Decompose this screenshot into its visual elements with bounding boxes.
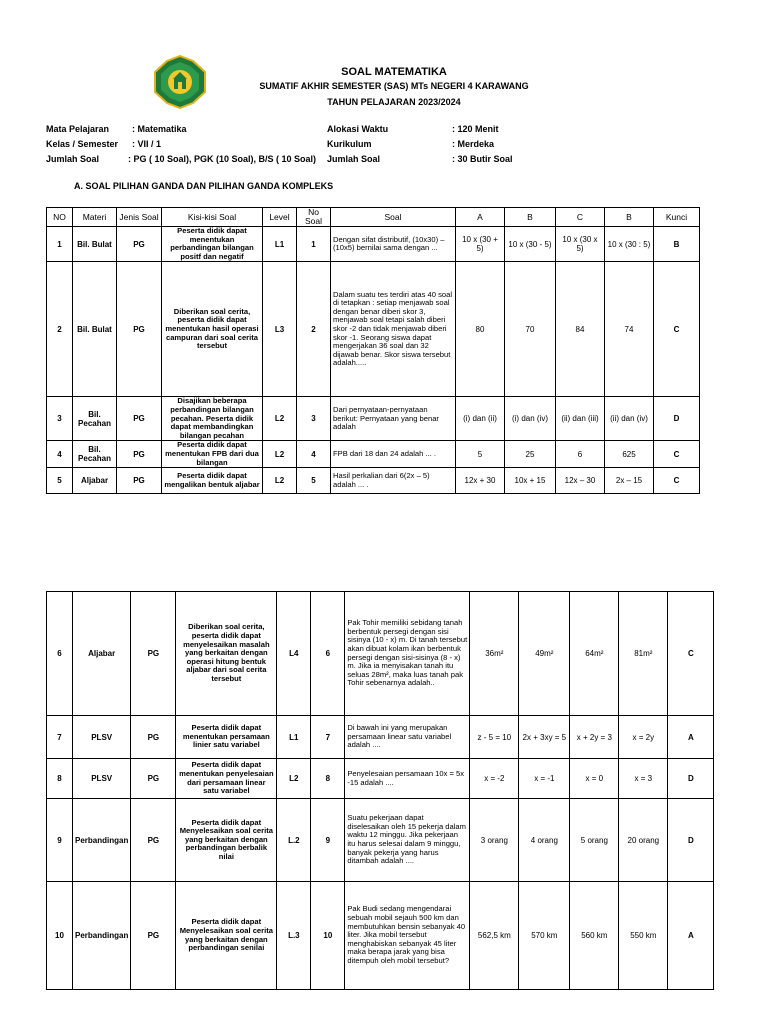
cell-jenis: PG xyxy=(131,759,176,799)
cell-nosoal: 2 xyxy=(297,262,331,397)
cell-materi: PLSV xyxy=(73,716,131,759)
cell-no: 6 xyxy=(47,592,73,716)
cell-level: L.2 xyxy=(277,799,311,882)
cell-materi: Perbandingan xyxy=(73,882,131,990)
cell-no: 9 xyxy=(47,799,73,882)
cell-kunci: D xyxy=(654,397,700,441)
table-row xyxy=(47,882,714,990)
cell-jenis: PG xyxy=(117,468,162,494)
kurikulum-value: : Merdeka xyxy=(452,139,495,149)
cell-option-d: 20 orang xyxy=(619,799,668,882)
cell-option-d: 74 xyxy=(605,262,654,397)
cell-option-d: x = 3 xyxy=(619,759,668,799)
cell-option-b: 570 km xyxy=(519,882,570,990)
col-header: A xyxy=(456,208,505,227)
cell-level: L2 xyxy=(263,468,297,494)
cell-soal: Pak Budi sedang mengendarai sebuah mobil sejauh 500 km dan membutuhkan bensin sebanyak 40 liter. Jika mobil tersebut menghabiskan sebanyak 45 liter maka berapa jarak yang bisa ditempuh oleh mobil tersebut? xyxy=(345,882,470,990)
cell-option-c: 6 xyxy=(556,441,605,468)
cell-option-c: 64m² xyxy=(570,592,619,716)
cell-level: L2 xyxy=(277,759,311,799)
cell-option-c: 12x – 30 xyxy=(556,468,605,494)
cell-no: 4 xyxy=(47,441,73,468)
page-title: SOAL MATEMATIKA xyxy=(341,66,447,78)
cell-jenis: PG xyxy=(117,227,162,262)
page-subtitle: SUMATIF AKHIR SEMESTER (SAS) MTs NEGERI 4 KARAWANG xyxy=(259,81,529,91)
cell-jenis: PG xyxy=(131,799,176,882)
col-header: Kunci xyxy=(654,208,700,227)
cell-option-a: x = -2 xyxy=(470,759,519,799)
cell-nosoal: 6 xyxy=(311,592,345,716)
cell-option-b: (i) dan (iv) xyxy=(505,397,556,441)
cell-kisi: Peserta didik dapat menentukan FPB dari dua bilangan xyxy=(162,441,263,468)
cell-jenis: PG xyxy=(131,882,176,990)
table-row xyxy=(47,441,700,468)
cell-option-d: x = 2y xyxy=(619,716,668,759)
cell-kisi: Diberikan soal cerita, peserta didik dapat menyelesaikan masalah yang berkaitan dengan operasi hitung bentuk aljabar dari soal cerita tersebut xyxy=(176,592,277,716)
cell-no: 3 xyxy=(47,397,73,441)
cell-kunci: C xyxy=(654,468,700,494)
cell-jenis: PG xyxy=(131,592,176,716)
col-header: No Soal xyxy=(297,208,331,227)
cell-materi: Bil. Pecahan xyxy=(73,397,117,441)
col-header: C xyxy=(556,208,605,227)
cell-option-a: 562,5 km xyxy=(470,882,519,990)
cell-jenis: PG xyxy=(131,716,176,759)
cell-option-b: 25 xyxy=(505,441,556,468)
section-title: A. SOAL PILIHAN GANDA DAN PILIHAN GANDA KOMPLEKS xyxy=(74,181,334,191)
cell-option-a: (i) dan (ii) xyxy=(456,397,505,441)
cell-materi: PLSV xyxy=(73,759,131,799)
cell-level: L1 xyxy=(263,227,297,262)
cell-soal: Suatu pekerjaan dapat diselesaikan oleh 15 pekerja dalam waktu 12 minggu. Jika pekerjaan itu harus selesai dalam 9 minggu, banyak pekerja yang harus ditambah adalah .... xyxy=(345,799,470,882)
cell-option-a: 12x + 30 xyxy=(456,468,505,494)
cell-option-a: z - 5 = 10 xyxy=(470,716,519,759)
cell-nosoal: 5 xyxy=(297,468,331,494)
cell-kunci: C xyxy=(668,592,714,716)
cell-kisi: Peserta didik dapat menentukan perbandingan bilangan positf dan negatif xyxy=(162,227,263,262)
table-row xyxy=(47,468,700,494)
cell-jenis: PG xyxy=(117,397,162,441)
cell-nosoal: 3 xyxy=(297,397,331,441)
waktu-label: Alokasi Waktu xyxy=(327,124,389,134)
cell-kunci: D xyxy=(668,759,714,799)
cell-option-a: 80 xyxy=(456,262,505,397)
table-row xyxy=(47,262,700,397)
cell-materi: Perbandingan xyxy=(73,799,131,882)
mapel-value: : Matematika xyxy=(132,124,187,134)
cell-level: L3 xyxy=(263,262,297,397)
cell-kunci: C xyxy=(654,262,700,397)
cell-no: 1 xyxy=(47,227,73,262)
cell-nosoal: 1 xyxy=(297,227,331,262)
cell-kisi: Peserta didik dapat menentukan penyelesaian dari persamaan linear satu variabel xyxy=(176,759,277,799)
kelas-label: Kelas / Semester xyxy=(46,139,119,149)
cell-jenis: PG xyxy=(117,441,162,468)
cell-level: L4 xyxy=(277,592,311,716)
cell-nosoal: 10 xyxy=(311,882,345,990)
cell-option-c: 5 orang xyxy=(570,799,619,882)
cell-no: 5 xyxy=(47,468,73,494)
table-row xyxy=(47,227,700,262)
cell-option-c: x + 2y = 3 xyxy=(570,716,619,759)
jumlah-label: Jumlah Soal xyxy=(46,154,100,164)
cell-soal: FPB dari 18 dan 24 adalah ... . xyxy=(331,441,456,468)
jumlah2-value: : 30 Butir Soal xyxy=(452,154,513,164)
cell-option-a: 36m² xyxy=(470,592,519,716)
cell-option-a: 5 xyxy=(456,441,505,468)
cell-option-b: 4 orang xyxy=(519,799,570,882)
cell-option-b: 2x + 3xy = 5 xyxy=(519,716,570,759)
table-row xyxy=(47,799,714,882)
cell-jenis: PG xyxy=(117,262,162,397)
cell-no: 2 xyxy=(47,262,73,397)
cell-soal: Dari pernyataan-pernyataan berikut: Pernyataan yang benar adalah xyxy=(331,397,456,441)
cell-kisi: Peserta didik dapat Menyelesaikan soal cerita yang berkaitan dengan perbandingan senilai xyxy=(176,882,277,990)
cell-level: L2 xyxy=(263,441,297,468)
cell-materi: Bil. Bulat xyxy=(73,262,117,397)
question-table-1 xyxy=(46,207,700,494)
cell-kunci: A xyxy=(668,882,714,990)
cell-kisi: Diberikan soal cerita, peserta didik dapat menentukan hasil operasi campuran dari soal cerita tersebut xyxy=(162,262,263,397)
cell-kisi: Peserta didik dapat Menyelesaikan soal cerita yang berkaitan dengan perbandingan berbalik nilai xyxy=(176,799,277,882)
cell-nosoal: 9 xyxy=(311,799,345,882)
table-row xyxy=(47,716,714,759)
waktu-value: : 120 Menit xyxy=(452,124,499,134)
table-row xyxy=(47,397,700,441)
jumlah2-label: Jumlah Soal xyxy=(327,154,381,164)
cell-option-b: x = -1 xyxy=(519,759,570,799)
kelas-value: : VII / 1 xyxy=(132,139,162,149)
cell-materi: Aljabar xyxy=(73,468,117,494)
cell-option-d: 625 xyxy=(605,441,654,468)
col-header: Jenis Soal xyxy=(117,208,162,227)
cell-option-b: 10x + 15 xyxy=(505,468,556,494)
cell-soal: Dalam suatu tes terdiri atas 40 soal di tetapkan : setiap menjawab soal dengan benar diberi skor 3, menjawab soal tetapi salah diberi skor -2 dan tidak menjawab diberi skor -1. Seorang siswa dapat mengerjakan 36 soal dan 32 dijawab benar. Skor siswa tersebut adalah..... xyxy=(331,262,456,397)
col-header: Kisi-kisi Soal xyxy=(162,208,263,227)
cell-nosoal: 7 xyxy=(311,716,345,759)
col-header: Soal xyxy=(331,208,456,227)
kurikulum-label: Kurikulum xyxy=(327,139,372,149)
cell-level: L1 xyxy=(277,716,311,759)
cell-level: L.3 xyxy=(277,882,311,990)
cell-no: 7 xyxy=(47,716,73,759)
cell-soal: Penyelesaian persamaan 10x = 5x -15 adalah .... xyxy=(345,759,470,799)
cell-option-b: 49m² xyxy=(519,592,570,716)
cell-option-d: 2x – 15 xyxy=(605,468,654,494)
col-header: Level xyxy=(263,208,297,227)
cell-no: 8 xyxy=(47,759,73,799)
cell-kisi: Peserta didik dapat mengalikan bentuk aljabar xyxy=(162,468,263,494)
cell-option-d: (ii) dan (iv) xyxy=(605,397,654,441)
cell-option-c: 560 km xyxy=(570,882,619,990)
cell-option-c: 84 xyxy=(556,262,605,397)
col-header: NO xyxy=(47,208,73,227)
cell-soal: Pak Tohir memiliki sebidang tanah berbentuk persegi dengan sisi sisinya (10 - x) m. Di tanah tersebut akan dibuat kolam ikan berbentuk persegi dengan sisi-sisinya (8 - x) m. Jika ia menyisakan tanah itu seluas 28m², maka luas tanah pak Tohir sebenarnya adalah.. xyxy=(345,592,470,716)
table-row xyxy=(47,759,714,799)
cell-materi: Aljabar xyxy=(73,592,131,716)
cell-option-c: x = 0 xyxy=(570,759,619,799)
col-header: Materi xyxy=(73,208,117,227)
cell-option-d: 81m² xyxy=(619,592,668,716)
cell-nosoal: 8 xyxy=(311,759,345,799)
cell-option-c: 10 x (30 x 5) xyxy=(556,227,605,262)
cell-kunci: C xyxy=(654,441,700,468)
cell-option-d: 550 km xyxy=(619,882,668,990)
cell-option-a: 10 x (30 + 5) xyxy=(456,227,505,262)
cell-soal: Dengan sifat distributif, (10x30) – (10x5) bernilai sama dengan ... xyxy=(331,227,456,262)
mapel-label: Mata Pelajaran xyxy=(46,124,110,134)
cell-kunci: B xyxy=(654,227,700,262)
cell-option-b: 70 xyxy=(505,262,556,397)
cell-soal: Hasil perkalian dari 6(2x – 5) adalah ... . xyxy=(331,468,456,494)
cell-no: 10 xyxy=(47,882,73,990)
cell-materi: Bil. Pecahan xyxy=(73,441,117,468)
cell-option-c: (ii) dan (iii) xyxy=(556,397,605,441)
table-row xyxy=(47,592,714,716)
cell-kisi: Disajikan beberapa perbandingan bilangan pecahan. Peserta didik dapat membandingkan bilangan pecahan xyxy=(162,397,263,441)
cell-nosoal: 4 xyxy=(297,441,331,468)
table-header-row xyxy=(47,208,700,227)
cell-kisi: Peserta didik dapat menentukan persamaan linier satu variabel xyxy=(176,716,277,759)
col-header: B xyxy=(505,208,556,227)
cell-soal: Di bawah ini yang merupakan persamaan linear satu variabel adalah .... xyxy=(345,716,470,759)
cell-option-b: 10 x (30 - 5) xyxy=(505,227,556,262)
jumlah-value: : PG ( 10 Soal), PGK (10 Soal), B/S ( 10 Soal) xyxy=(128,154,317,164)
cell-level: L2 xyxy=(263,397,297,441)
col-header: B xyxy=(605,208,654,227)
cell-option-a: 3 orang xyxy=(470,799,519,882)
question-table-2 xyxy=(46,591,714,990)
cell-kunci: A xyxy=(668,716,714,759)
cell-materi: Bil. Bulat xyxy=(73,227,117,262)
cell-kunci: D xyxy=(668,799,714,882)
academic-year: TAHUN PELAJARAN 2023/2024 xyxy=(327,97,461,107)
cell-option-d: 10 x (30 : 5) xyxy=(605,227,654,262)
